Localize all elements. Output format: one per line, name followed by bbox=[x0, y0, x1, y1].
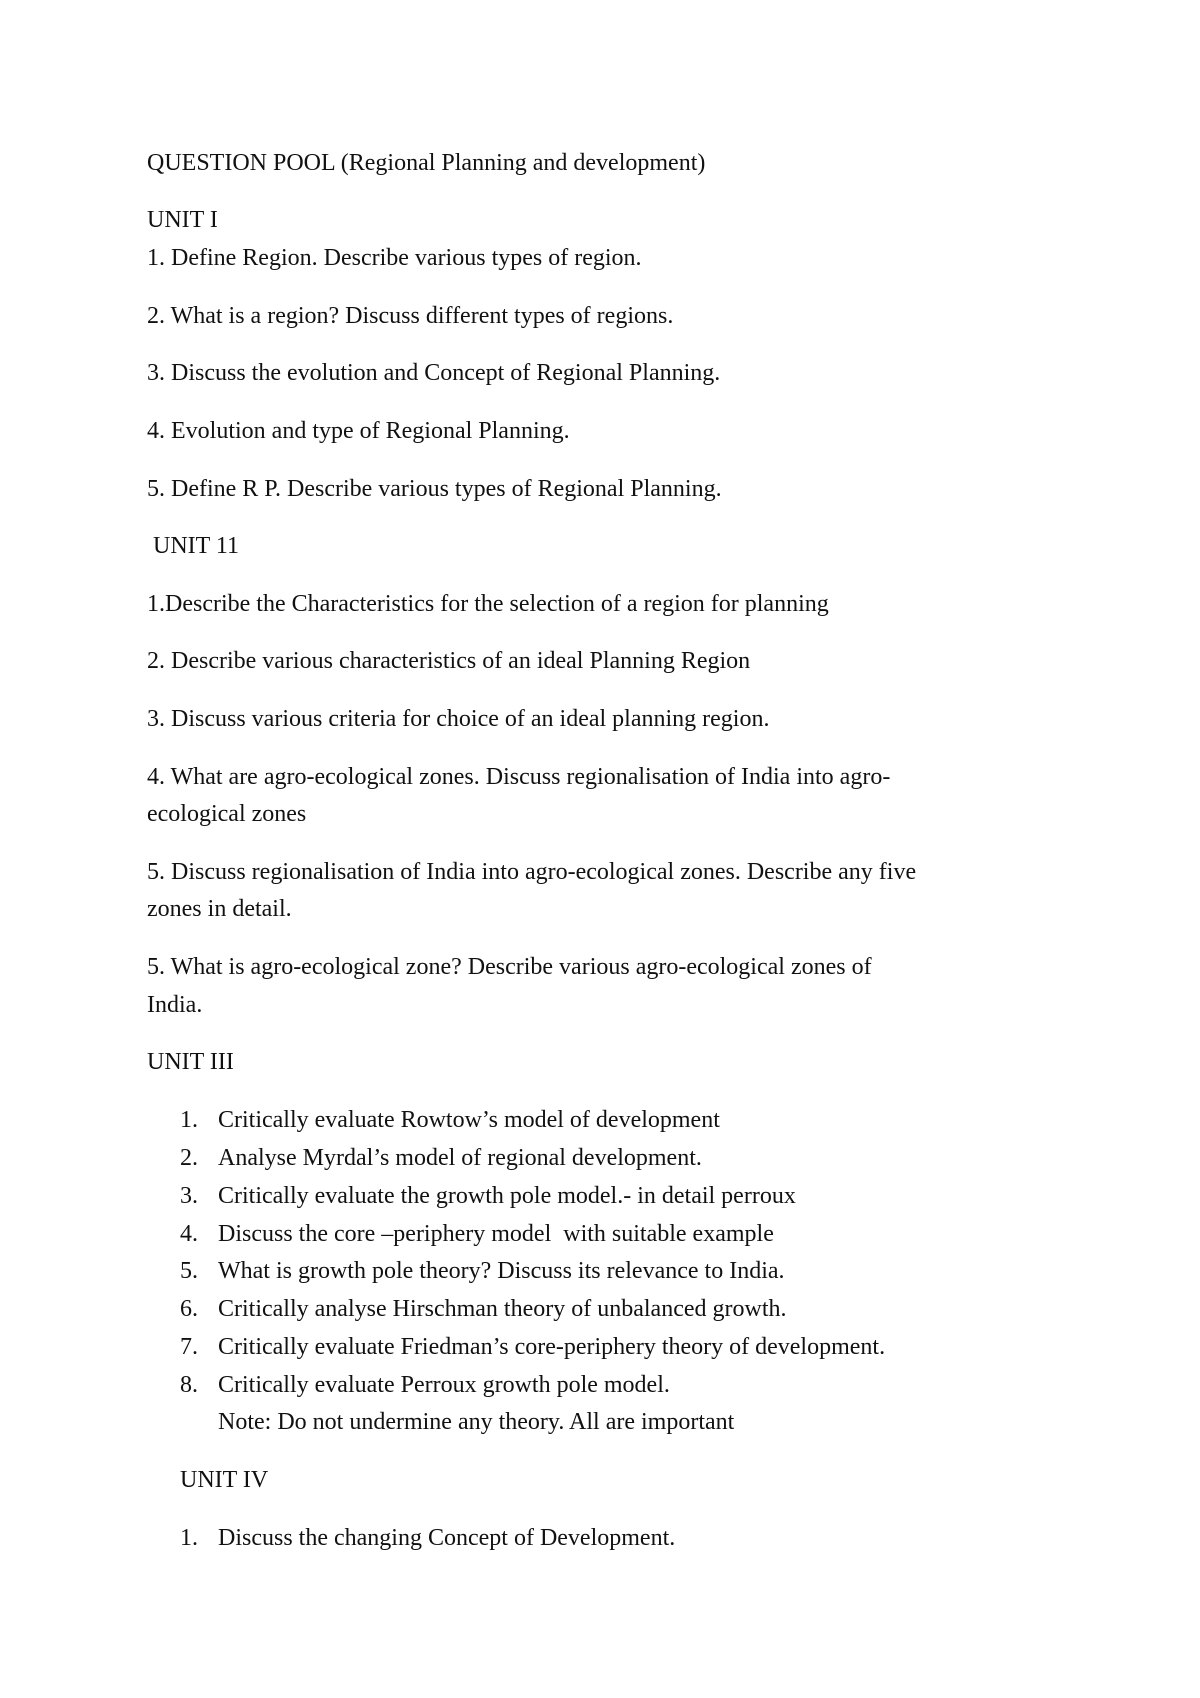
note-text: Note: Do not undermine any theory. All are important bbox=[218, 1409, 735, 1435]
unit3-heading: UNIT III bbox=[147, 1049, 234, 1075]
unit2-question-continued: ecological zones bbox=[147, 801, 307, 827]
unit2-question-continued: zones in detail. bbox=[147, 896, 292, 922]
unit2-question: 5. What is agro-ecological zone? Describe various agro-ecological zones of bbox=[147, 954, 872, 980]
unit2-question: 3. Discuss various criteria for choice of an ideal planning region. bbox=[147, 706, 770, 732]
list-item: 5. What is growth pole theory? Discuss its relevance to India. bbox=[180, 1258, 785, 1284]
unit4-heading: UNIT IV bbox=[180, 1467, 269, 1493]
unit1-question: 2. What is a region? Discuss different types of regions. bbox=[147, 303, 674, 329]
unit1-heading: UNIT I bbox=[147, 207, 218, 233]
list-item: 4. Discuss the core –periphery model with suitable example bbox=[180, 1221, 774, 1247]
unit2-question: 4. What are agro-ecological zones. Discuss regionalisation of India into agro- bbox=[147, 764, 891, 790]
unit1-question: 4. Evolution and type of Regional Planning. bbox=[147, 418, 570, 444]
list-item: 3. Critically evaluate the growth pole model.- in detail perroux bbox=[180, 1183, 796, 1209]
page-title: QUESTION POOL (Regional Planning and development) bbox=[147, 150, 706, 176]
list-item: 7. Critically evaluate Friedman’s core-periphery theory of development. bbox=[180, 1334, 886, 1360]
list-item: 8. Critically evaluate Perroux growth pole model. bbox=[180, 1372, 670, 1398]
list-item: 1. Discuss the changing Concept of Development. bbox=[180, 1525, 676, 1551]
unit2-question: 1.Describe the Characteristics for the selection of a region for planning bbox=[147, 591, 829, 617]
list-item: 1. Critically evaluate Rowtow’s model of development bbox=[180, 1107, 720, 1133]
unit2-question: 2. Describe various characteristics of an ideal Planning Region bbox=[147, 648, 751, 674]
list-item: 6. Critically analyse Hirschman theory of unbalanced growth. bbox=[180, 1296, 787, 1322]
unit1-question: 5. Define R P. Describe various types of Regional Planning. bbox=[147, 476, 722, 502]
unit2-question-continued: India. bbox=[147, 992, 203, 1018]
list-item: 2. Analyse Myrdal’s model of regional development. bbox=[180, 1145, 702, 1171]
unit1-question: 3. Discuss the evolution and Concept of Regional Planning. bbox=[147, 360, 721, 386]
unit2-question: 5. Discuss regionalisation of India into agro-ecological zones. Describe any five bbox=[147, 859, 917, 885]
unit2-heading: UNIT 11 bbox=[147, 533, 239, 559]
unit1-question: 1. Define Region. Describe various types of region. bbox=[147, 245, 642, 271]
